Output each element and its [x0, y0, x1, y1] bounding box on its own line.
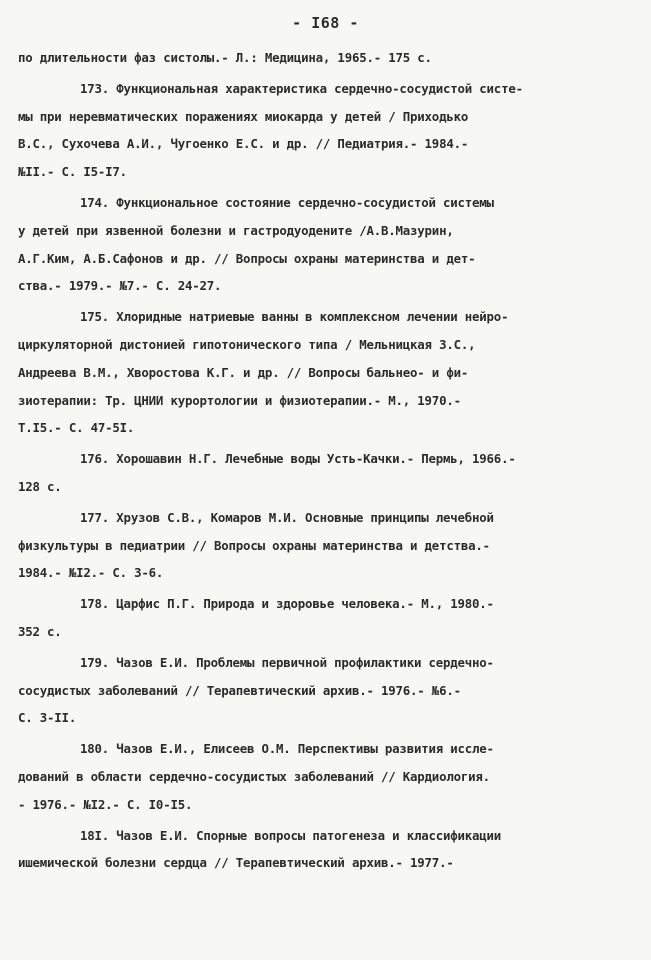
text-line-content: 179. Чазов Е.И. Проблемы первичной профилактики сердечно- [80, 654, 494, 670]
text-line [18, 590, 618, 618]
text-line [18, 849, 618, 877]
text-line-content: 174. Функциональное состояние сердечно-сосудистой системы [80, 194, 494, 210]
text-line-content: 352 с. [18, 623, 62, 639]
text-line-content: Т.I5.- С. 47-5I. [18, 420, 135, 436]
text-line-content: циркуляторной дистонией гипотонического типа / Мельницкая З.С., [18, 336, 476, 352]
text-line [18, 331, 618, 359]
text-line [18, 217, 618, 245]
text-line [18, 473, 618, 501]
text-line [18, 303, 618, 331]
text-line [18, 359, 618, 387]
text-line-content: ства.- 1979.- №7.- С. 24-27. [18, 278, 222, 294]
text-line [18, 445, 618, 473]
text-line-content: №II.- С. I5-I7. [18, 164, 127, 180]
text-line [18, 414, 618, 442]
text-line-content: дований в области сердечно-сосудистых заболеваний // Кардиология. [18, 768, 490, 784]
text-line-content: мы при неревматических поражениях миокарда у детей / Приходько [18, 108, 469, 124]
text-line-content: 18I. Чазов Е.И. Спорные вопросы патогенеза и классификации [80, 827, 502, 843]
text-line [18, 245, 618, 273]
text-line-content: сосудистых заболеваний // Терапевтический архив.- 1976.- №6.- [18, 682, 461, 698]
text-line-content: 177. Хрузов С.В., Комаров М.И. Основные принципы лечебной [80, 509, 494, 525]
text-line [18, 735, 618, 763]
text-line-content: В.С., Сухочева А.И., Чугоенко Е.С. и др. // Педиатрия.- 1984.- [18, 136, 469, 152]
text-line-content: Андреева В.М., Хворостова К.Г. и др. // Вопросы бальнео- и фи- [18, 364, 469, 380]
text-line [18, 677, 618, 705]
text-line [18, 704, 618, 732]
text-line [18, 649, 618, 677]
text-line [18, 189, 618, 217]
text-line [18, 272, 618, 300]
bibliography-text [18, 44, 618, 877]
text-line [18, 504, 618, 532]
text-line [18, 532, 618, 560]
text-line [18, 130, 618, 158]
text-line-content: 178. Царфис П.Г. Природа и здоровье человека.- М., 1980.- [80, 596, 494, 612]
text-line [18, 822, 618, 850]
text-line-content: 128 с. [18, 478, 62, 494]
text-line-content: - 1976.- №I2.- С. I0-I5. [18, 796, 193, 812]
text-line-content: ишемической болезни сердца // Терапевтический архив.- 1977.- [18, 855, 454, 871]
text-line [18, 387, 618, 415]
text-line-content: у детей при язвенной болезни и гастродуодените /А.В.Мазурин, [18, 222, 454, 238]
text-line [18, 791, 618, 819]
text-line [18, 75, 618, 103]
text-line [18, 618, 618, 646]
text-line-content: 173. Функциональная характеристика сердечно-сосудистой систе- [80, 80, 523, 96]
text-line-content: 1984.- №I2.- С. 3-6. [18, 565, 164, 581]
text-line [18, 559, 618, 587]
text-line [18, 103, 618, 131]
text-line-content: 176. Хорошавин Н.Г. Лечебные воды Усть-Качки.- Пермь, 1966.- [80, 451, 516, 467]
text-line-content: А.Г.Ким, А.Б.Сафонов и др. // Вопросы охраны материнства и дет- [18, 250, 476, 266]
page-number: - I68 - [292, 14, 359, 32]
text-line [18, 44, 618, 72]
text-line-content: зиотерапии: Тр. ЦНИИ курортологии и физиотерапии.- М., 1970.- [18, 392, 461, 408]
text-line-content: физкультуры в педиатрии // Вопросы охраны материнства и детства.- [18, 537, 490, 553]
text-line-content: С. 3-II. [18, 710, 77, 726]
text-line-content: по длительности фаз систолы.- Л.: Медицина, 1965.- 175 с. [18, 50, 432, 65]
text-line-content: 175. Хлоридные натриевые ванны в комплексном лечении нейро- [80, 309, 509, 325]
text-line [18, 763, 618, 791]
text-line [18, 158, 618, 186]
text-line-content: 180. Чазов Е.И., Елисеев О.М. Перспективы развития иссле- [80, 741, 494, 757]
